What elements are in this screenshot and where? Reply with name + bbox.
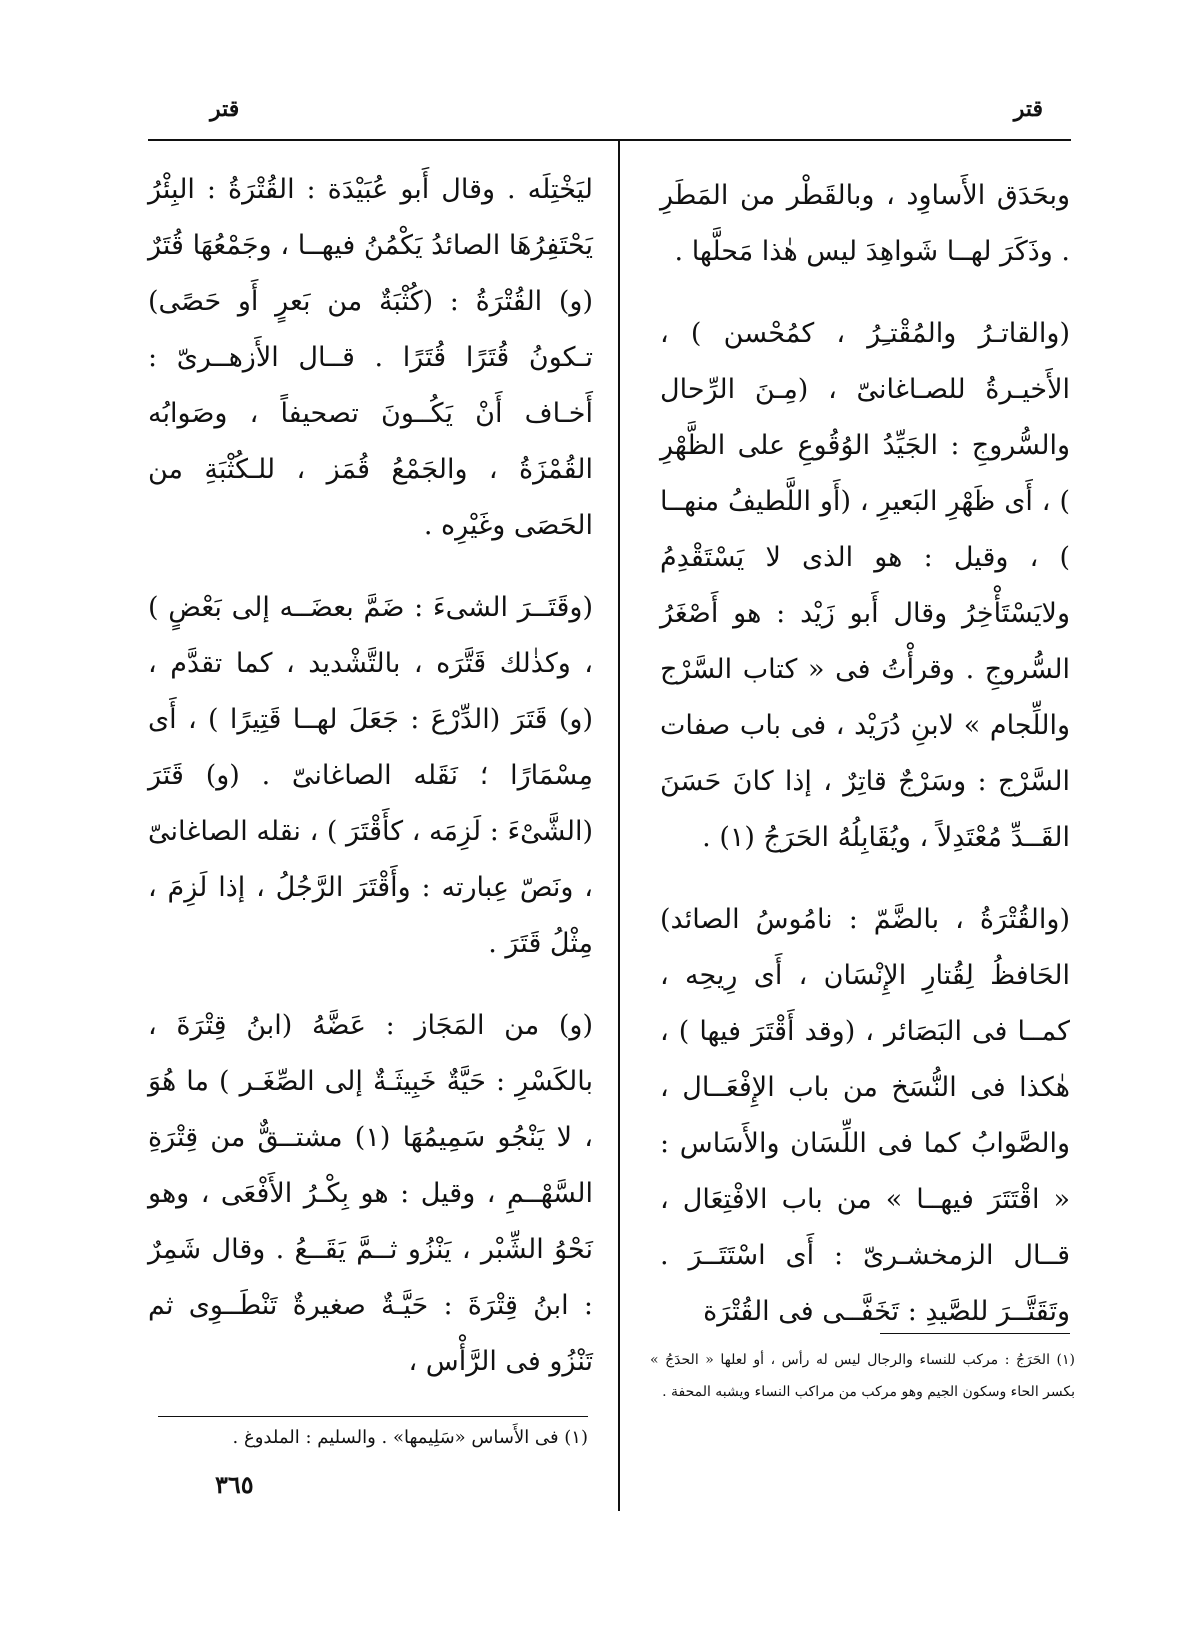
paragraph: (وقَتَــرَ الشىءَ : ضَمَّ بعضَــه إلى بَعْضٍ ) ، وكذٰلك قَتَّرَه ، بالتَّشْديد ، كما تقدَّم ، (و) قَتَرَ (الدِّرْعَ : جَعَلَ لهــا قَتِيرًا ) ، أَى مِسْمَارًا ؛ نَقَله الصاغانىّ . (و) قَتَرَ (الشَّىْءَ : لَزِمَه ، كأَقْتَرَ ) ، نقله الصاغانىّ ، ونَصّ عِبارته : وأَقْتَرَ الرَّجُلُ ، إذا لَزِمَ ، مِثْلُ قَتَرَ . (148, 592, 593, 959)
header-rule (148, 139, 1071, 141)
running-head-left: قتر (210, 96, 240, 122)
footnote-right: (١) الحَرَجُ : مركب للنساء والرجال ليس له رأس ، أو لعلها « الحدَجُ » بكسر الحاء وسكون الجيم وهو مركب من مراكب النساء ويشبه المحفة . (650, 1352, 1075, 1400)
paragraph: (و) من المَجَاز : عَضَّهُ (ابنُ قِتْرَةَ ، بالكَسْرِ : حَيَّةٌ خَبِيثَـةٌ إلى الصِّغَـر ) ما هُوَ ، لا يَنْجُو سَمِيمُهَا (١) مشتــقٌّ من قِتْرَةِ السَّهْــمِ ، وقيل : هو بِكْـرُ الأَفْعَى ، وهو نَحْوُ الشِّبْر ، يَنْزُو ثــمَّ يَقَــعُ . وقال شَمِرٌ : ابنُ قِتْرَةَ : حَيَّـةٌ صغيرةٌ تَنْطَــوِى ثم تَنْزُو فى الرَّأْس ، (148, 1010, 593, 1377)
column-divider (618, 139, 620, 1511)
left-column (148, 162, 593, 1390)
right-column (660, 168, 1070, 1340)
footnote-rule-right (880, 1333, 1070, 1334)
footnote-left: (١) فى الأَساس «سَلِيمها» . والسليم : الملدوغ . (232, 1427, 588, 1448)
page-number: ٣٦٥ (215, 1470, 254, 1499)
paragraph: ليَخْتِلَه . وقال أَبو عُبَيْدَة : القُتْرَةُ : البِئْرُ يَحْتَفِرُهَا الصائدُ يَكْمُنُ فيهــا ، وجَمْعُهَا قُتَرٌ (و) القُتْرَةُ : (كُثْبَةٌ من بَعرٍ أَو حَصًى) تـكونُ قُتَرًا قُتَرًا . قــال الأَزهــرىّ : أَخـاف أَنْ يَكُــونَ تصحيفاً ، وصَوابُه القُمْزَةُ ، والجَمْعُ قُمَز ، للـكُثْبَةِ من الحَصَى وغَيْرِه . (148, 174, 593, 541)
paragraph: (والقاتـرُ والمُقْتـِرُ ، كمُحْسن ) ، الأَخيـرةُ للصـاغانىّ ، (مِـنَ الرِّحال والسُّروجِ : الجَيِّدُ الوُقُوعِ على الظَّهْرِ ) ، أَى ظَهْرِ البَعيرِ ، (أَو اللَّطيفُ منهــا ) ، وقيل : هو الذى لا يَسْتَقْدِمُ ولايَسْتَأْخِرُ وقال أَبو زَيْد : هو أَصْغَرُ السُّروجِ . وقرأْتُ فى « كتاب السَّرْج واللِّجام » لابنِ دُرَيْد ، فى باب صفات السَّرْج : وسَرْجٌ قاتِرٌ ، إذا كانَ حَسَنَ القَــدِّ مُعْتَدِلاً ، ويُقَابِلُهُ الحَرَجُ (١) . (660, 318, 1070, 853)
running-head-right: قتر (1013, 96, 1043, 122)
footnote-rule-left (158, 1416, 588, 1417)
paragraph: وبحَدَق الأَساوِد ، وبالقَطْر من المَطَرِ . وذَكَرَ لهــا شَواهِدَ ليس هٰذا مَحلَّها . (660, 180, 1070, 267)
paragraph: (والقُتْرَةُ ، بالضَّمّ : نامُوسُ الصائد) الحَافظُ لِقُتارِ الإِنْسَان ، أَى رِيحِه ، كمــا فى البَصَائر ، (وقد أَقْتَرَ فيها ) ، هٰكذا فى النُّسَخ من باب الإِفْعَــال ، والصَّوابُ كما فى اللِّسَان والأَسَاس : « اقْتَتَرَ فيهــا » من باب الافْتِعَال ، قــال الزمخشـرىّ : أَى اسْتَتَــرَ . وتَقَتَّــرَ للصَّيدِ : تَخَفَّــى فى القُتْرَة (660, 904, 1070, 1327)
